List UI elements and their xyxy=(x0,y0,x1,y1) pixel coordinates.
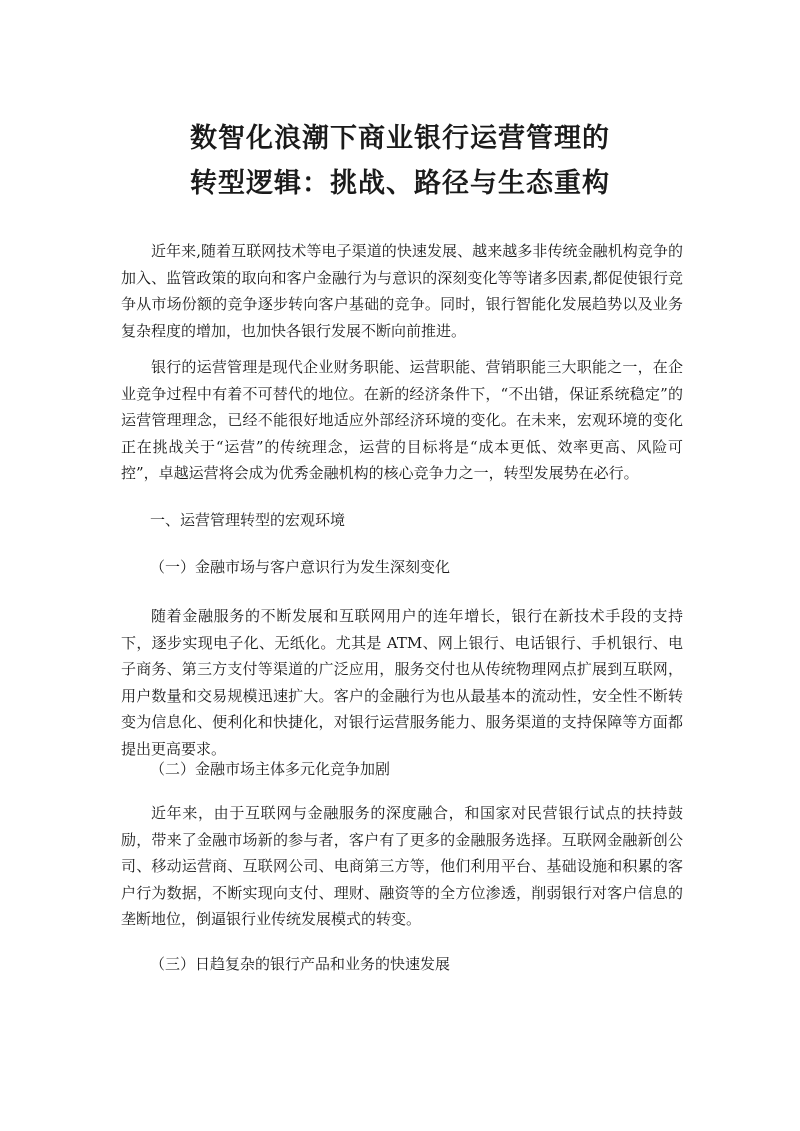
subsection-heading-1: （一）金融市场与客户意识行为发生深刻变化 xyxy=(150,558,451,576)
subsection-heading-3: （三）日趋复杂的银行产品和业务的快速发展 xyxy=(150,955,451,973)
paragraph-competition: 近年来，由于互联网与金融服务的深度融合，和国家对民营银行试点的扶持鼓励，带来了金融市场新的参与者，客户有了更多的金融服务选择。互联网金融新创公司、移动运营商、互联网公司、电商第三方等，他们利用平台、基础设施和积累的客户行为数据，不断实现向支付、理财、融资等的全方位渗透，削弱银行对客户信息的垄断地位，倒逼银行业传统发展模式的转变。 xyxy=(121,804,683,928)
paragraph-intro: 近年来,随着互联网技术等电子渠道的快速发展、越来越多非传统金融机构竞争的加入、监管政策的取向和客户金融行为与意识的深刻变化等等诸多因素,都促使银行竞争从市场份额的竞争逐步转向客户基础的竞争。同时，银行智能化发展趋势以及业务复杂程度的增加，也加快各银行发展不断向前推进。 xyxy=(121,242,683,340)
paragraph-market-change: 随着金融服务的不断发展和互联网用户的连年增长，银行在新技术手段的支持下，逐步实现电子化、无纸化。尤其是 ATM、网上银行、电话银行、手机银行、电子商务、第三方支付等渠道的广泛应用，服务交付也从传统物理网点扩展到互联网，用户数量和交易规模迅速扩大。客户的金融行为也从最基本的流动性，安全性不断转变为信息化、便利化和快捷化，对银行运营服务能力、服务渠道的支持保障等方面都提出更高要求。 xyxy=(121,607,683,758)
document-title-line-2: 转型逻辑：挑战、路径与生态重构 xyxy=(190,168,610,199)
subsection-heading-2: （二）金融市场主体多元化竞争加剧 xyxy=(150,760,391,778)
paragraph-operations: 银行的运营管理是现代企业财务职能、运营职能、营销职能三大职能之一，在企业竞争过程中有着不可替代的地位。在新的经济条件下，“不出错，保证系统稳定”的运营管理理念，已经不能很好地适应外部经济环境的变化。在未来，宏观环境的变化正在挑战关于“运营”的传统理念，运营的目标将是“成本更低、效率更高、风险可控”，卓越运营将会成为优秀金融机构的核心竞争力之一，转型发展势在必行。 xyxy=(121,358,683,482)
document-title-line-1: 数智化浪潮下商业银行运营管理的 xyxy=(190,123,610,154)
section-heading-1: 一、运营管理转型的宏观环境 xyxy=(150,511,346,529)
